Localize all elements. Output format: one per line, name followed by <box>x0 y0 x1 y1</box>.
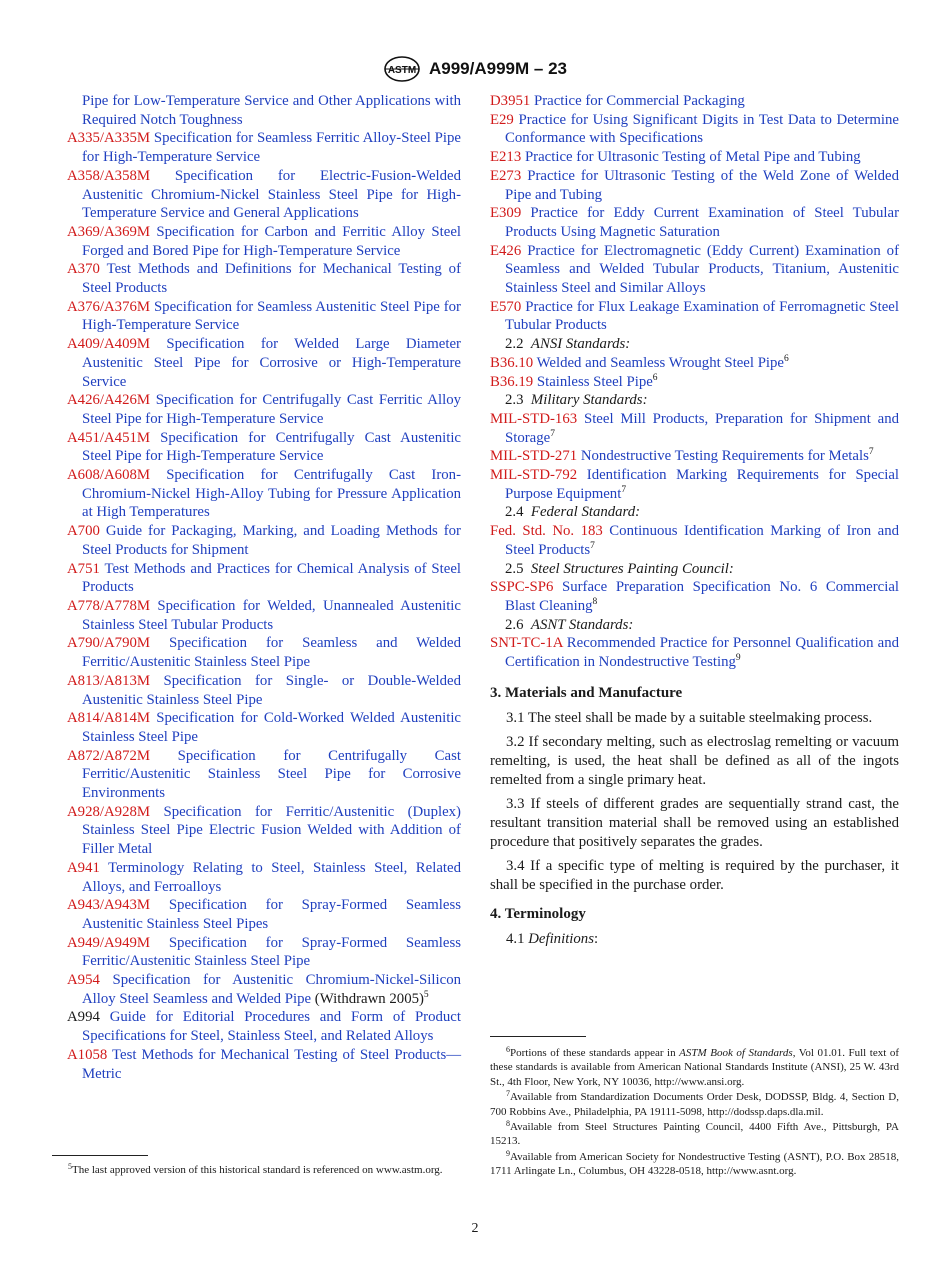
reference-title[interactable]: Pipe for Low-Temperature Service and Other Applications with Required Notch Toughness <box>82 93 461 128</box>
reference-title[interactable]: Specification for Spray-Formed Seamless Austenitic Stainless Steel Pipes <box>82 897 462 932</box>
footnote-marker[interactable]: 9 <box>735 653 741 664</box>
reference-title[interactable]: Recommended Practice for Personnel Qualification and Certification in Nondestructive Testing <box>505 635 899 671</box>
reference-title[interactable]: Practice for Electromagnetic (Eddy Current) Examination of Seamless and Welded Tubular Products, Titanium, Austenitic Stainless Steel and Similar Alloys <box>505 242 900 297</box>
section-3-heading: 3. Materials and Manufacture <box>490 684 683 701</box>
reference-code[interactable]: A941 <box>67 859 100 876</box>
reference-code[interactable]: A943/A943M <box>67 897 151 914</box>
reference-title[interactable]: Test Methods and Definitions for Mechanical Testing of Steel Products <box>82 261 462 297</box>
reference-entry[interactable] <box>67 129 461 166</box>
footnotes-right <box>490 1046 899 1180</box>
reference-code[interactable]: A335/A335M <box>67 130 151 147</box>
footnote-marker[interactable]: 7 <box>621 484 627 495</box>
footnote <box>490 1090 899 1119</box>
reference-code[interactable]: A369/A369M <box>67 223 151 240</box>
reference-title[interactable]: Specification for Ferritic/Austenitic (Duplex) Stainless Steel Pipe Electric Fusion Welded with Addition of Filler Metal <box>82 803 461 858</box>
reference-entry[interactable] <box>67 466 461 522</box>
federal-standard-group <box>490 503 899 559</box>
reference-code[interactable]: A872/A872M <box>67 747 151 764</box>
reference-entry[interactable] <box>67 597 461 634</box>
footnote-text: The last approved version of this historical standard is referenced on www.astm.org. <box>72 1164 443 1176</box>
asnt-subheading: 2.6 ASNT Standards: <box>505 616 634 633</box>
reference-code[interactable]: MIL-STD-163 <box>490 410 578 427</box>
reference-entry[interactable] <box>67 896 461 933</box>
reference-title[interactable]: Specification for Spray-Formed Seamless Ferritic/Austenitic Stainless Steel Pipe <box>82 934 462 970</box>
reference-code[interactable]: A949/A949M <box>67 934 151 951</box>
reference-code[interactable]: E29 <box>490 111 514 128</box>
reference-code[interactable]: MIL-STD-271 <box>490 448 578 465</box>
reference-code[interactable]: A778/A778M <box>67 597 151 614</box>
footnote-marker[interactable]: 8 <box>592 596 598 607</box>
reference-title[interactable]: Practice for Ultrasonic Testing of the Weld Zone of Welded Pipe and Tubing <box>505 167 900 203</box>
reference-entry[interactable] <box>490 167 899 204</box>
footnote-italic-text: ASTM Book of Standards <box>679 1047 793 1059</box>
reference-title[interactable]: Nondestructive Testing Requirements for Metals <box>580 448 869 465</box>
footnote-marker[interactable]: 7 <box>550 428 555 439</box>
reference-entry[interactable] <box>67 560 461 597</box>
reference-entry[interactable] <box>67 934 461 971</box>
reference-entry[interactable] <box>67 709 461 746</box>
footnote-marker[interactable]: 6 <box>784 353 789 364</box>
reference-code[interactable]: A409/A409M <box>67 336 151 353</box>
withdrawn-note: (Withdrawn 2005) <box>314 990 424 1007</box>
page-header <box>0 56 950 82</box>
reference-title[interactable]: Specification for Seamless Austenitic Steel Pipe for High-Temperature Service <box>82 298 461 334</box>
reference-entry[interactable] <box>490 373 899 392</box>
sspc-subheading: 2.5 Steel Structures Painting Council: <box>505 560 734 577</box>
footnote-text: Portions of these standards appear in <box>510 1047 680 1059</box>
reference-code[interactable]: SNT-TC-1A <box>490 635 563 652</box>
reference-code[interactable]: A790/A790M <box>67 635 151 652</box>
reference-code[interactable]: A451/A451M <box>67 429 151 446</box>
document-id: A999/A999M – 23 <box>429 59 567 78</box>
reference-title[interactable]: Specification for Single- or Double-Welded Austenitic Stainless Steel Pipe <box>82 672 461 708</box>
footnote-number: 7 <box>506 1089 510 1099</box>
section-4-heading: 4. Terminology <box>490 905 586 922</box>
reference-entry[interactable] <box>490 634 899 671</box>
reference-entry[interactable] <box>490 466 899 503</box>
reference-code[interactable]: A751 <box>67 560 100 577</box>
reference-entry[interactable] <box>67 335 461 391</box>
section-3-body <box>490 709 899 895</box>
reference-entry[interactable] <box>67 522 461 559</box>
reference-title[interactable]: Stainless Steel Pipe <box>536 373 653 390</box>
ansi-standards-group <box>490 335 899 391</box>
reference-code[interactable]: E273 <box>490 167 522 184</box>
reference-title[interactable]: Specification for Welded Large Diameter Austenitic Steel Pipe for Corrosive or High-Temperature Service <box>82 336 461 390</box>
footnote <box>490 1120 899 1149</box>
definitions-paragraph: 4.1 Definitions: <box>506 930 599 947</box>
reference-code[interactable]: A1058 <box>67 1046 108 1063</box>
reference-code[interactable]: A700 <box>67 523 100 540</box>
astm-logo-icon <box>383 56 421 82</box>
reference-title[interactable]: Welded and Seamless Wrought Steel Pipe <box>536 354 784 371</box>
reference-code[interactable]: B36.19 <box>490 373 534 390</box>
reference-title[interactable]: Test Methods and Practices for Chemical Analysis of Steel Products <box>82 560 462 596</box>
reference-title[interactable]: Specification for Centrifugally Cast Austenitic Steel Pipe for High-Temperature Service <box>82 429 461 465</box>
footnote-number: 8 <box>506 1119 510 1129</box>
section-3-paragraph: 3.1 The steel shall be made by a suitable steelmaking process. <box>506 709 873 726</box>
section-3-paragraph: 3.2 If secondary melting, such as electroslag remelting or vacuum remelting, is used, the heat shall be defined as all of the ingots remelted from a single primary heat. <box>490 734 899 788</box>
reference-title[interactable]: Practice for Commercial Packaging <box>533 93 745 109</box>
reference-code[interactable]: A954 <box>67 972 100 989</box>
reference-code[interactable]: A358/A358M <box>67 167 151 184</box>
reference-title[interactable]: Specification for Centrifugally Cast Iron-Chromium-Nickel High-Alloy Tubing for Pressure Application at High Temperatures <box>82 467 461 521</box>
footnote <box>52 1163 461 1177</box>
footnote <box>490 1046 899 1089</box>
reference-entry[interactable] <box>490 522 899 559</box>
reference-entry[interactable] <box>67 1046 461 1083</box>
sspc-group <box>490 560 899 616</box>
reference-title[interactable]: Specification for Austenitic Chromium-Nickel-Silicon Alloy Steel Seamless and Welded Pipe <box>82 972 461 1007</box>
reference-entry[interactable] <box>67 223 461 260</box>
reference-title[interactable]: Specification for Carbon and Ferritic Alloy Steel Forged and Bored Pipe for High-Temperature Service <box>82 223 462 259</box>
reference-entry[interactable] <box>67 260 461 297</box>
reference-title[interactable]: Guide for Editorial Procedures and Form of Product Specifications for Steel, Stainless Steel, and Related Alloys <box>82 1009 461 1045</box>
reference-title[interactable]: Guide for Packaging, Marking, and Loading Methods for Steel Products for Shipment <box>82 523 461 558</box>
reference-code[interactable]: E309 <box>490 205 522 222</box>
reference-code[interactable]: A814/A814M <box>67 710 151 727</box>
footnote-number: 5 <box>68 1162 72 1171</box>
reference-title[interactable]: Test Methods for Mechanical Testing of Steel Products—Metric <box>82 1046 461 1082</box>
reference-entry[interactable] <box>490 354 899 373</box>
reference-title[interactable]: Specification for Seamless Ferritic Alloy-Steel Pipe for High-Temperature Service <box>82 130 461 166</box>
reference-title[interactable]: Practice for Ultrasonic Testing of Metal Pipe and Tubing <box>524 149 861 166</box>
reference-entry[interactable] <box>67 92 461 129</box>
reference-entry[interactable] <box>67 747 461 803</box>
footnote-marker[interactable]: 5 <box>423 989 429 1000</box>
reference-code[interactable]: A928/A928M <box>67 803 151 820</box>
referenced-documents-list-right <box>490 92 899 335</box>
reference-entry[interactable] <box>67 859 461 896</box>
reference-title[interactable]: Practice for Eddy Current Examination of Steel Tubular Products Using Magnetic Saturation <box>505 205 899 240</box>
reference-code[interactable]: E213 <box>490 149 522 166</box>
reference-title[interactable]: Specification for Welded, Unannealed Austenitic Stainless Steel Tubular Products <box>82 597 461 633</box>
reference-entry[interactable] <box>67 298 461 335</box>
footnotes-left <box>52 1163 461 1178</box>
reference-code[interactable]: E570 <box>490 298 522 315</box>
reference-title[interactable]: Specification for Seamless and Welded Ferritic/Austenitic Stainless Steel Pipe <box>82 635 462 671</box>
reference-title[interactable]: Surface Preparation Specification No. 6 Commercial Blast Cleaning <box>505 579 900 614</box>
reference-title[interactable]: Practice for Using Significant Digits in Test Data to Determine Conformance with Specifications <box>505 111 899 147</box>
section-3-paragraph: 3.3 If steels of different grades are sequentially strand cast, the resultant transition material shall be removed using an established procedure that positively separates the grades. <box>490 796 899 850</box>
reference-entry[interactable] <box>490 242 899 298</box>
reference-code[interactable]: A376/A376M <box>67 298 151 315</box>
footnote-marker[interactable]: 6 <box>652 372 658 383</box>
page-number: 2 <box>471 1221 479 1236</box>
footnote-marker[interactable]: 7 <box>868 447 874 458</box>
footnote-text: Available from American Society for Nondestructive Testing (ASNT), P.O. Box 28518, 1711 Arlingate Ln., Columbus, OH 43228-0518, http://www.asnt.org. <box>490 1150 899 1178</box>
reference-title[interactable]: Specification for Cold-Worked Welded Austenitic Stainless Steel Pipe <box>82 710 461 745</box>
footnote-number: 6 <box>506 1045 510 1054</box>
footnote-text: Available from Steel Structures Painting Council, 4400 Fifth Ave., Pittsburgh, PA 15213. <box>490 1121 899 1148</box>
reference-code[interactable]: A370 <box>67 261 100 278</box>
military-standards-group <box>490 391 899 503</box>
reference-entry[interactable] <box>490 111 899 148</box>
reference-code[interactable]: D3951 <box>490 93 531 109</box>
reference-entry[interactable] <box>490 148 899 167</box>
federal-subheading: 2.4 Federal Standard: <box>505 504 641 521</box>
footnote-marker[interactable]: 7 <box>590 540 595 551</box>
reference-entry[interactable] <box>490 298 899 335</box>
reference-title[interactable]: Specification for Centrifugally Cast Ferritic Alloy Steel Pipe for High-Temperature Service <box>82 392 461 427</box>
reference-entry[interactable] <box>67 391 461 428</box>
reference-code[interactable]: A426/A426M <box>67 392 151 409</box>
footnote-divider-left <box>52 1155 148 1156</box>
reference-entry[interactable] <box>490 204 899 241</box>
reference-title[interactable]: Specification for Centrifugally Cast Ferritic/Austenitic Stainless Steel Pipe for Corrosive Environments <box>82 747 461 802</box>
reference-code[interactable]: A608/A608M <box>67 467 151 484</box>
military-subheading: 2.3 Military Standards: <box>505 392 648 409</box>
reference-entry[interactable] <box>67 634 461 671</box>
reference-code[interactable]: E426 <box>490 242 522 259</box>
right-column <box>490 92 899 954</box>
reference-title[interactable]: Identification Marking Requirements for Special Purpose Equipment <box>505 467 899 502</box>
reference-code[interactable]: B36.10 <box>490 354 534 371</box>
reference-code[interactable]: SSPC-SP6 <box>490 579 554 596</box>
reference-entry[interactable] <box>67 803 461 859</box>
reference-entry[interactable] <box>490 92 899 111</box>
reference-code[interactable]: MIL-STD-792 <box>490 467 578 484</box>
footnote-text: Available from Standardization Documents Order Desk, DODSSP, Bldg. 4, Section D, 700 Robbins Ave., Philadelphia, PA 19111-5098, http://dodssp.daps.dla.mil. <box>490 1091 899 1118</box>
reference-title[interactable]: Terminology Relating to Steel, Stainless Steel, Related Alloys, and Ferroalloys <box>82 859 461 895</box>
reference-entry[interactable] <box>67 971 461 1008</box>
reference-code[interactable]: A994 <box>67 1009 100 1026</box>
reference-code[interactable]: Fed. Std. No. 183 <box>490 523 603 540</box>
left-column <box>67 92 461 1083</box>
asnt-standards-group <box>490 616 899 672</box>
reference-code[interactable]: A813/A813M <box>67 672 151 689</box>
footnote-text-continued: , Vol 01.01. Full text of these standards is available from American National Standards Institute (ANSI), 25 W. 43rd St., 4th Floor, New York, NY 10036, http://www.ansi.org. <box>490 1047 899 1088</box>
reference-title[interactable]: Practice for Flux Leakage Examination of Ferromagnetic Steel Tubular Products <box>505 298 899 334</box>
ansi-subheading: 2.2 ANSI Standards: <box>505 336 631 353</box>
footnote-divider-right <box>490 1036 586 1037</box>
svg-text:ASTM: ASTM <box>387 65 417 76</box>
section-3-paragraph: 3.4 If a specific type of melting is required by the purchaser, it shall be specified in the purchase order. <box>490 858 899 894</box>
reference-entry[interactable] <box>490 578 899 615</box>
reference-title[interactable]: Specification for Electric-Fusion-Welded Austenitic Chromium-Nickel Stainless Steel Pipe for High-Temperature Service and General Applications <box>82 167 461 222</box>
reference-entry[interactable] <box>67 429 461 466</box>
referenced-documents-list-left <box>67 92 461 1083</box>
reference-entry[interactable] <box>67 167 461 223</box>
reference-entry[interactable] <box>67 1008 461 1045</box>
reference-title[interactable]: Steel Mill Products, Preparation for Shipment and Storage <box>505 410 899 446</box>
reference-entry[interactable] <box>67 672 461 709</box>
reference-entry[interactable] <box>490 410 899 447</box>
footnote <box>490 1150 899 1179</box>
reference-title[interactable]: Continuous Identification Marking of Iron and Steel Products <box>505 523 899 558</box>
footnote-number: 9 <box>506 1148 510 1158</box>
reference-entry[interactable] <box>490 447 899 466</box>
